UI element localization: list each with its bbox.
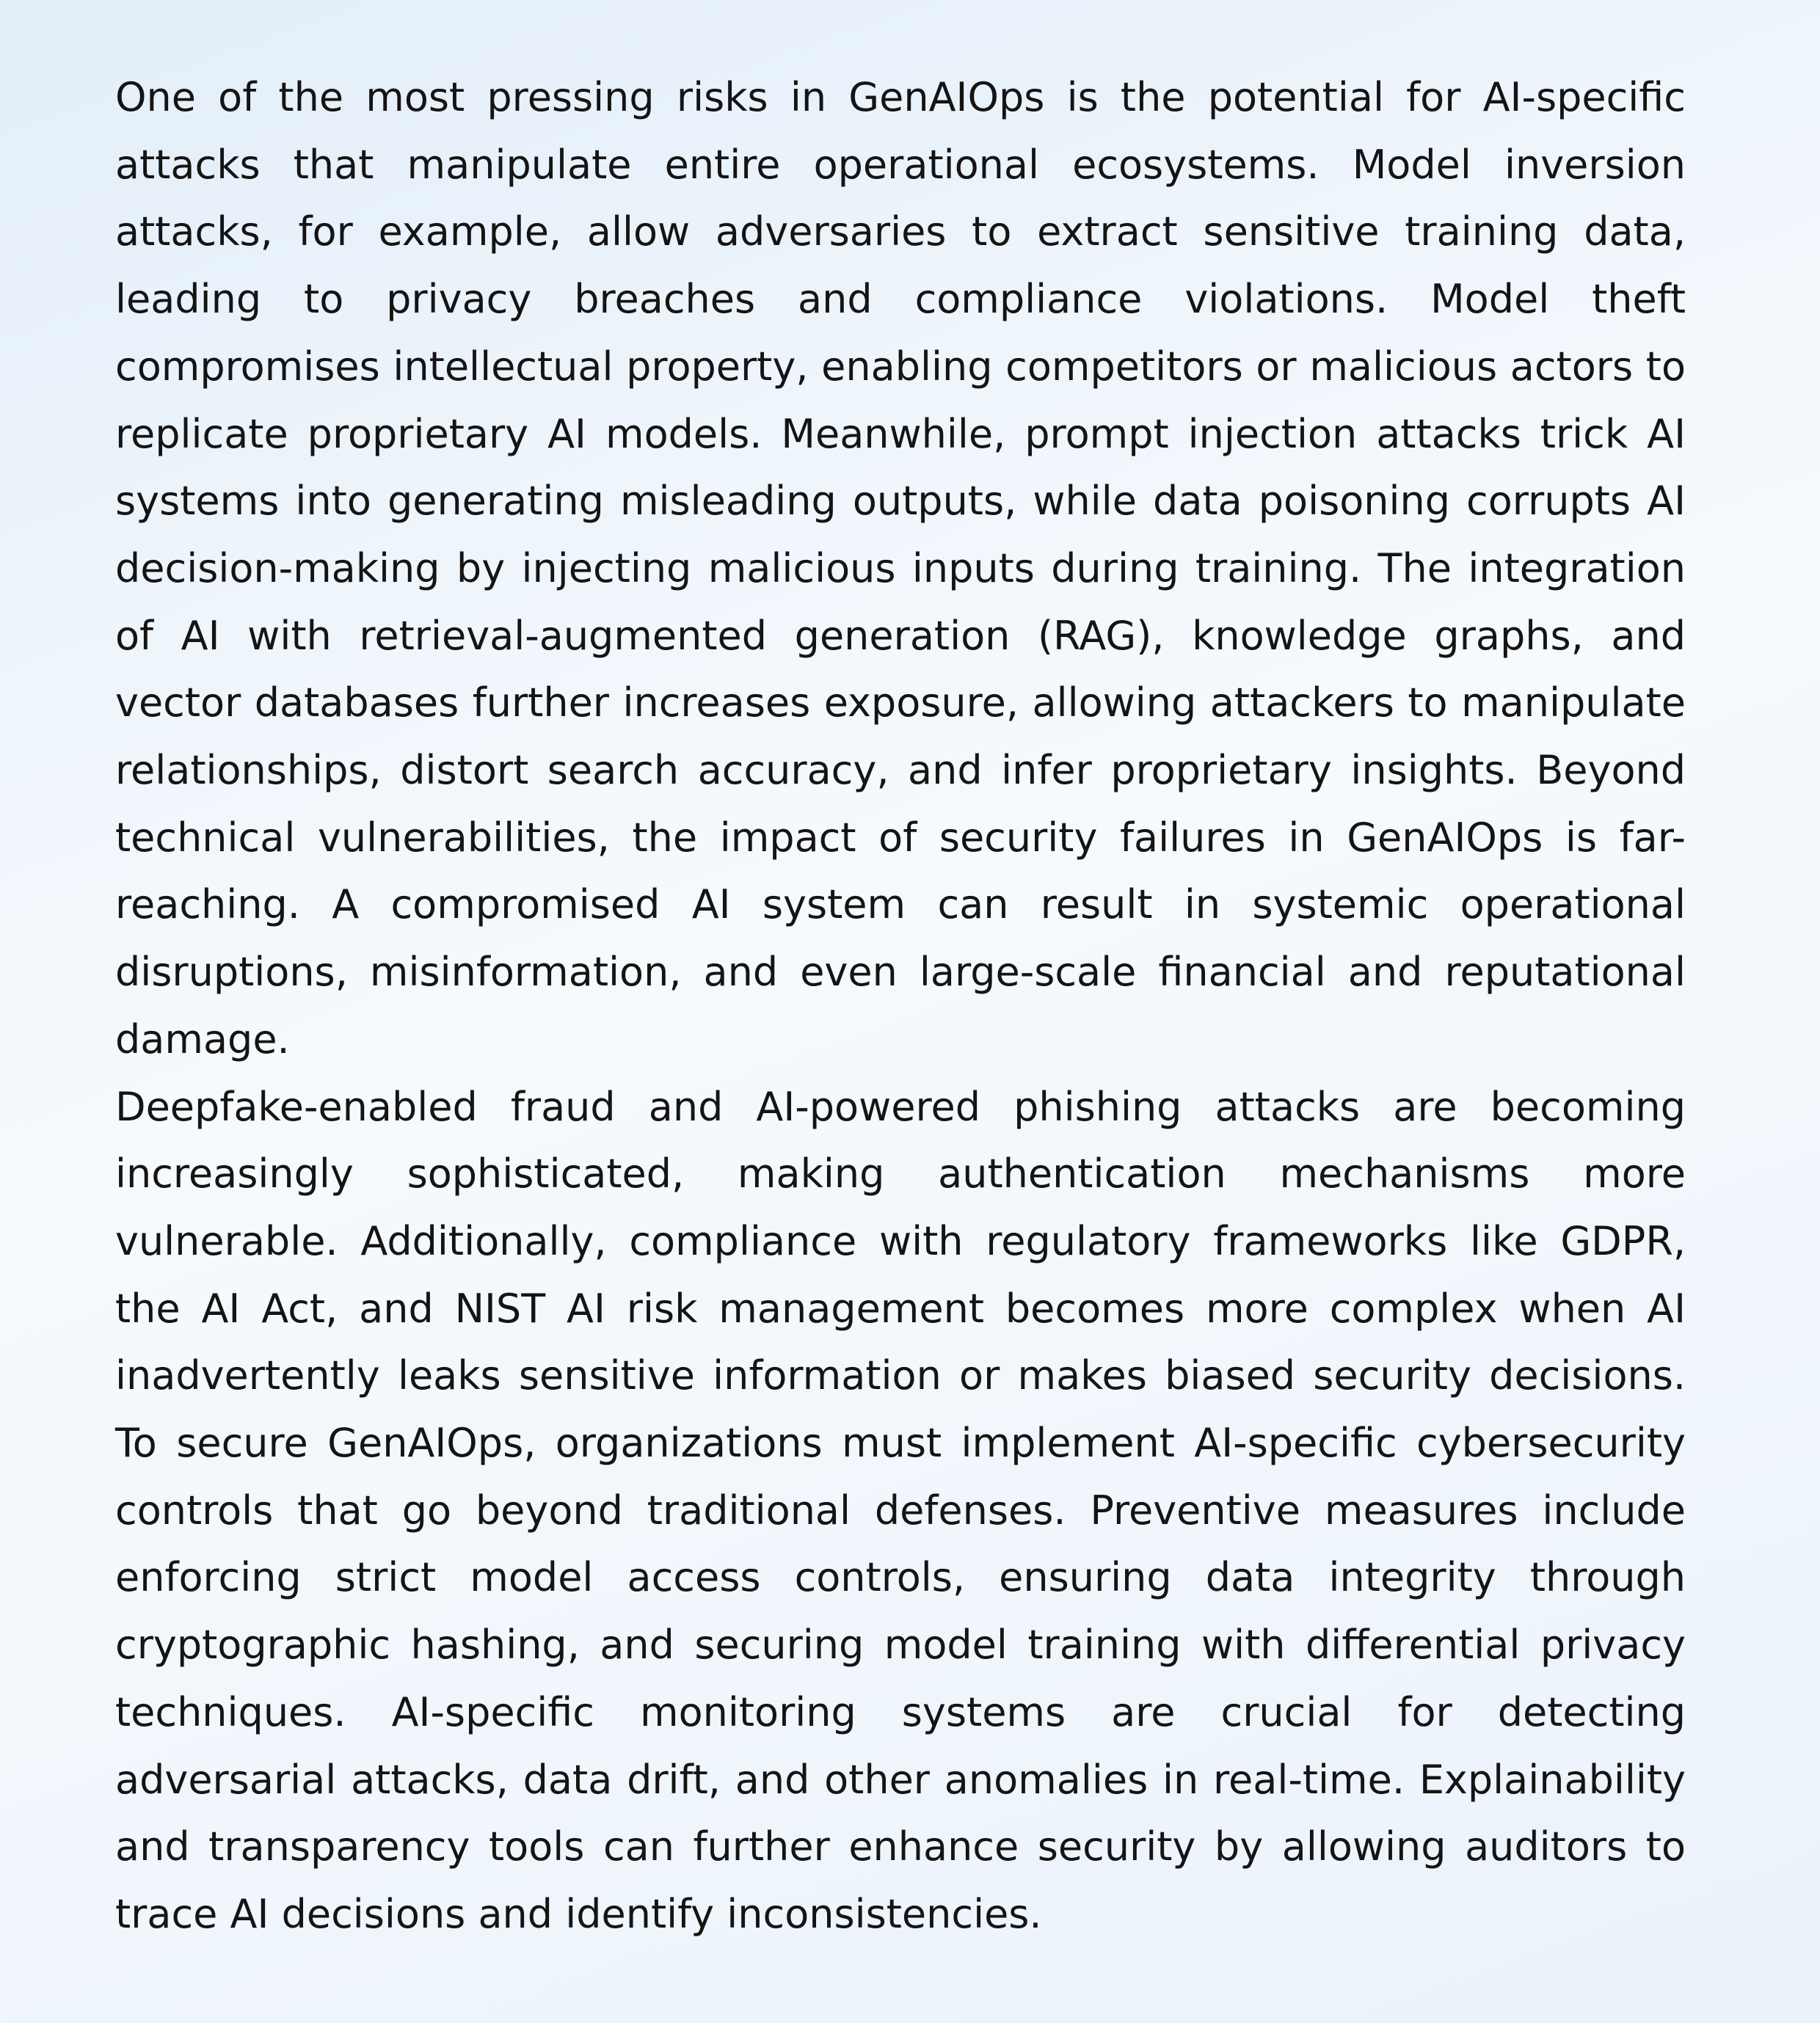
paragraph-genaiops-risks: One of the most pressing risks in GenAIOps is the potential for AI-specific attacks that manipulate entire operational ecosystems. Model inversion attacks, for example, allow adversaries to extract sensitive training data, leading to privacy breaches and compliance violations. Model theft compromises intellectual property, enabling competitors or malicious actors to replicate proprietary AI models. Meanwhile, prompt injection attacks trick AI systems into generating misleading outputs, while data poisoning corrupts AI decision-making by injecting malicious inputs during training. The integration of AI with retrieval-augmented generation (RAG), knowledge graphs, and vector databases further increases exposure, allowing attackers to manipulate relationships, distort search accuracy, and infer proprietary insights. Beyond technical vulnerabilities, the impact of security failures in GenAIOps is far-reaching. A compromised AI system can result in systemic operational disruptions, misinformation, and even large-scale financial and reputational damage. — [115, 74, 1686, 1062]
paragraph-deepfake-and-controls: Deepfake-enabled fraud and AI-powered phishing attacks are becoming increasingly sophisticated, making authentication mechanisms more vulnerable. Additionally, compliance with regulatory frameworks like GDPR, the AI Act, and NIST AI risk management becomes more complex when AI inadvertently leaks sensitive information or makes biased security decisions. To secure GenAIOps, organizations must implement AI-specific cybersecurity controls that go beyond traditional defenses. Preventive measures include enforcing strict model access controls, ensuring data integrity through cryptographic hashing, and securing model training with differential privacy techniques. AI-specific monitoring systems are crucial for detecting adversarial attacks, data drift, and other anomalies in real-time. Explainability and transparency tools can further enhance security by allowing auditors to trace AI decisions and identify inconsistencies. — [115, 1083, 1686, 1937]
document-body — [115, 64, 1686, 1948]
